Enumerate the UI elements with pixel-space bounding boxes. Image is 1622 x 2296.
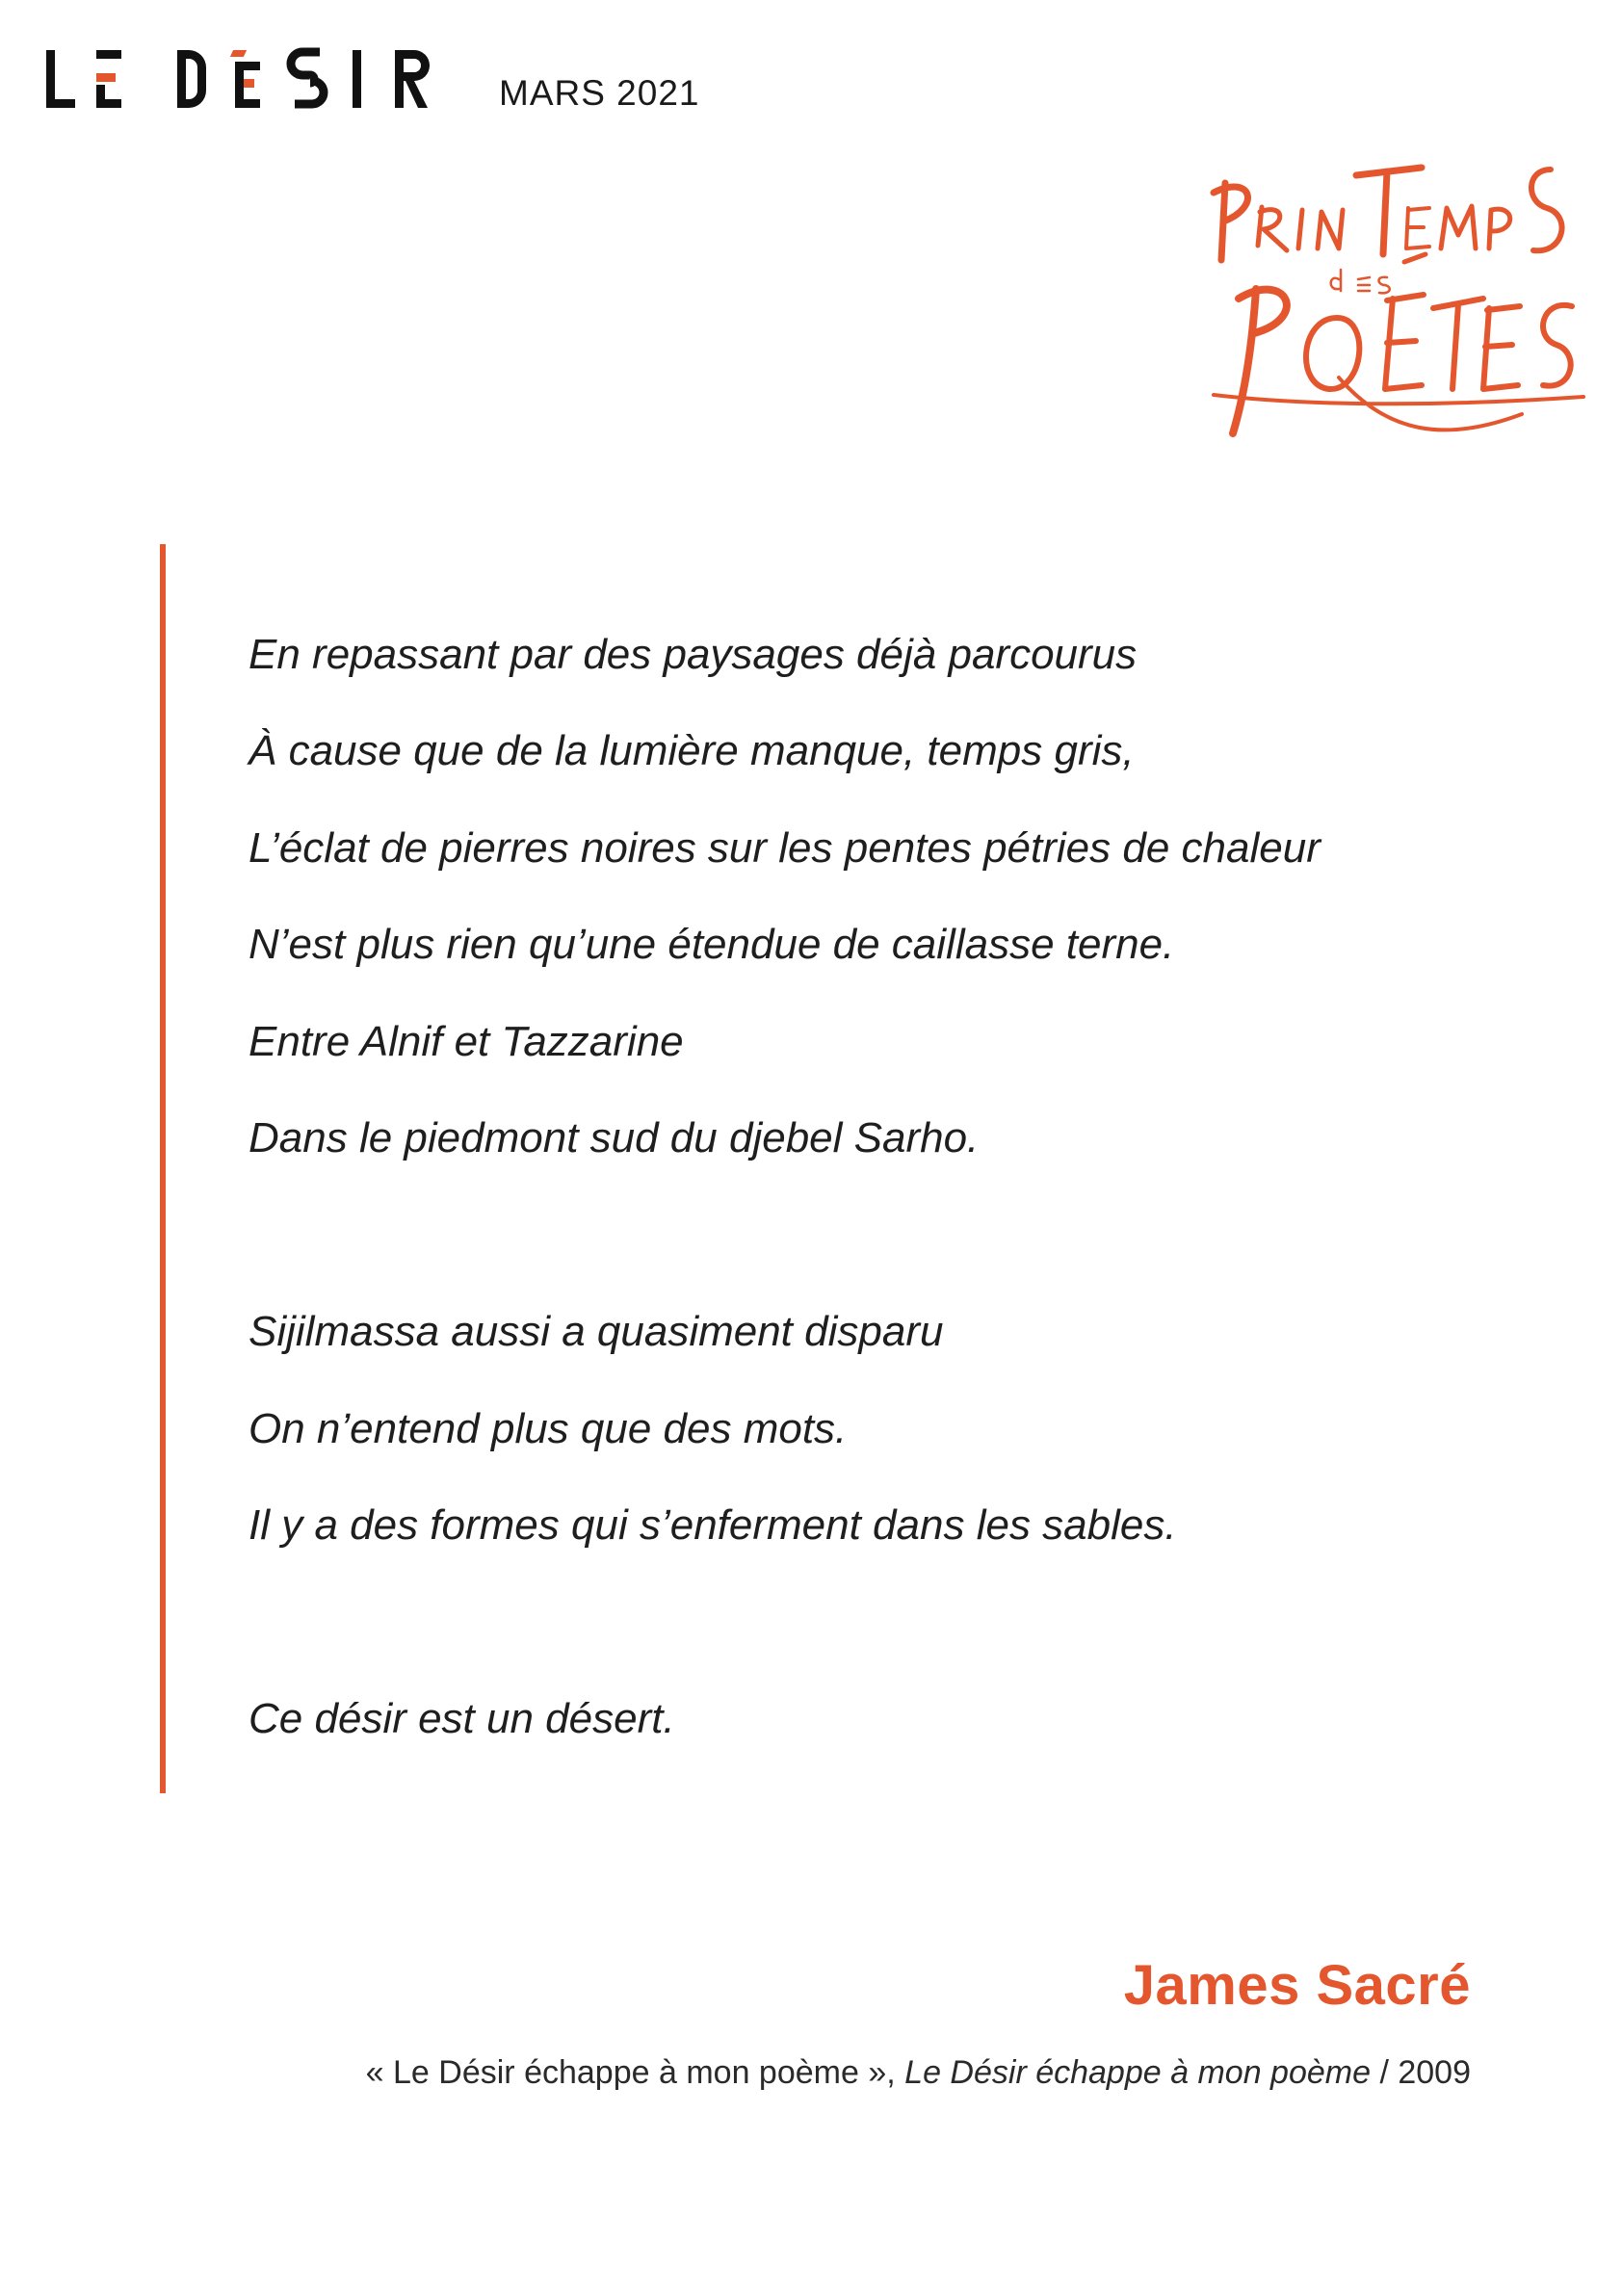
citation-separator: / <box>1371 2054 1399 2091</box>
publication-year: 2009 <box>1398 2054 1471 2091</box>
poem-line: Entre Alnif et Tazzarine <box>249 1018 684 1065</box>
poem-line: Sijilmassa aussi a quasiment disparu <box>249 1308 944 1355</box>
printemps-des-poetes-logo <box>1194 154 1589 443</box>
masthead-logo <box>42 46 447 112</box>
poem-title: « Le Désir échappe à mon poème » <box>365 2054 887 2091</box>
issue-date: MARS 2021 <box>499 73 700 113</box>
poem-line: Il y a des formes qui s’enferment dans les sables. <box>249 1501 1177 1549</box>
citation-separator: , <box>886 2054 905 2091</box>
poem-line: On n’entend plus que des mots. <box>249 1405 848 1452</box>
book-title: Le Désir échappe à mon poème <box>904 2054 1372 2091</box>
poem-line: En repassant par des paysages déjà parcourus <box>249 631 1138 678</box>
poem-line: N’est plus rien qu’une étendue de caillasse terne. <box>249 921 1175 968</box>
source-citation <box>366 2054 1471 2092</box>
poem-accent-rule <box>160 544 166 1793</box>
poem-line: Ce désir est un désert. <box>249 1695 675 1742</box>
poem-line: À cause que de la lumière manque, temps gris, <box>249 727 1135 774</box>
author-name: James Sacré <box>1123 1954 1471 2017</box>
poem-line: L’éclat de pierres noires sur les pentes pétries de chaleur <box>249 824 1321 872</box>
poem-line: Dans le piedmont sud du djebel Sarho. <box>249 1114 980 1161</box>
